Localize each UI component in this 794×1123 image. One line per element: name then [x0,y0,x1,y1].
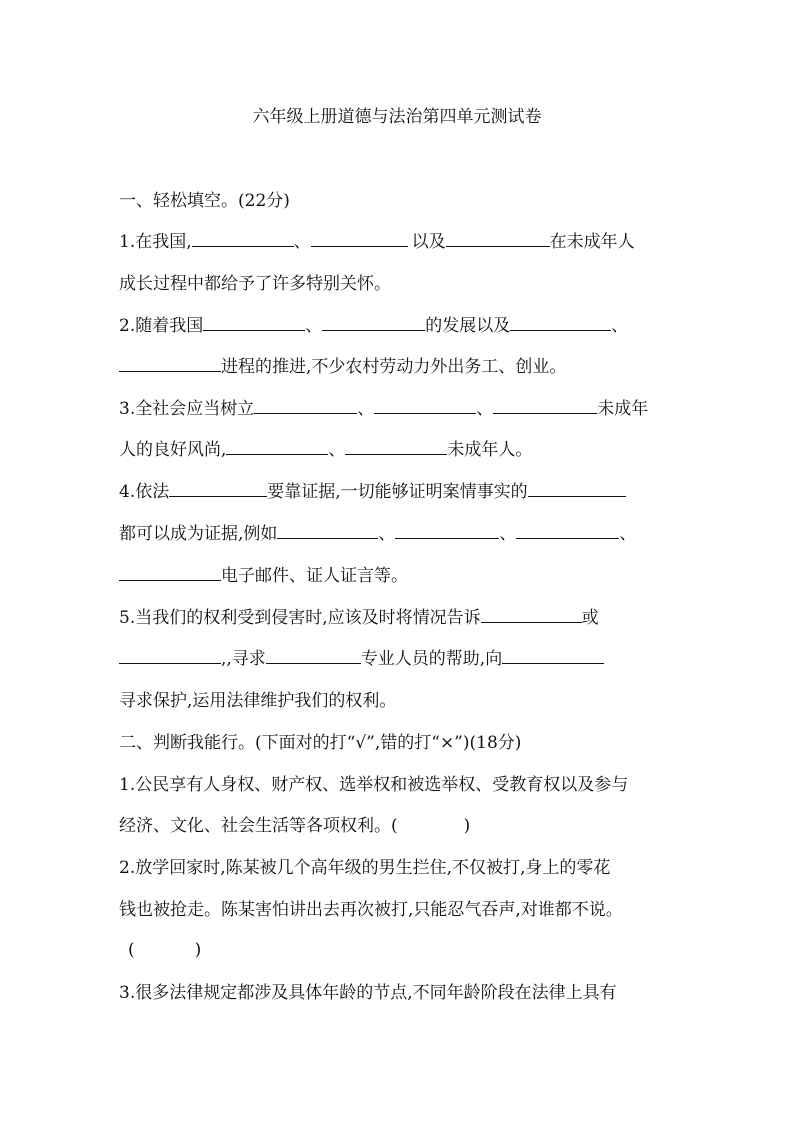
tf-question-3-line-1: 3.很多法律规定都涉及具体年龄的节点,不同年龄阶段在法律上具有 [119,983,617,1003]
q4-text-f: 、 [619,524,637,544]
tf-q1-close-paren: ) [463,816,471,836]
tf-q1-text: 经济、文化、社会生活等各项权利。( [119,816,398,836]
q2-blank-4[interactable] [119,354,221,372]
q2-blank-2[interactable] [322,313,425,331]
q5-text-d: 专业人员的帮助,向 [360,649,503,669]
q3-text-e: 人的良好风尚, [119,440,227,460]
q2-text-e: 进程的推进,不少农村劳动力外出务工、创业。 [221,357,567,377]
q4-blank-5[interactable] [516,521,619,539]
q3-text-f: 、 [328,440,346,460]
q4-blank-4[interactable] [395,521,499,539]
q2-blank-1[interactable] [203,313,305,331]
question-4-line-3 [119,563,679,589]
q2-blank-3[interactable] [510,313,611,331]
q5-text-b: 或 [581,608,599,628]
q1-text-a: 1.在我国, [119,232,192,252]
question-2-line-2 [119,354,679,380]
q2-text-b: 、 [305,316,323,336]
question-4-line-1 [119,479,679,505]
q4-text-e: 、 [499,524,517,544]
q3-blank-5[interactable] [345,437,447,455]
q1-text-b: 、 [293,232,311,252]
q5-blank-2[interactable] [119,646,221,664]
q3-blank-1[interactable] [254,396,357,414]
question-3-line-2 [119,437,679,463]
q4-text-b: 要靠证据,一切能够证明案情事实的 [267,482,528,502]
question-1-line-2: 成长过程中都给予了许多特别关怀。 [119,274,391,294]
q4-blank-3[interactable] [277,521,378,539]
tf-q2-close-paren: ) [194,940,202,960]
q1-blank-1[interactable] [192,229,294,247]
q1-blank-2[interactable] [311,229,408,247]
q4-blank-1[interactable] [169,479,267,497]
q3-text-a: 3.全社会应当树立 [119,399,255,419]
q4-blank-2[interactable] [528,479,626,497]
q3-text-b: 、 [357,399,375,419]
q5-blank-3[interactable] [266,646,361,664]
q3-blank-2[interactable] [374,396,476,414]
q2-text-d: 、 [611,316,629,336]
q4-text-d: 、 [378,524,396,544]
q4-text-a: 4.依法 [119,482,170,502]
tf-question-2-line-2: 钱也被抢走。陈某害怕讲出去再次被打,只能忍气吞声,对谁都不说。 [119,900,623,920]
q4-text-g: 电子邮件、证人证言等。 [221,566,408,586]
q3-blank-3[interactable] [493,396,597,414]
question-4-line-2 [119,521,679,547]
q5-text-a: 5.当我们的权利受到侵害时,应该及时将情况告诉 [119,608,481,628]
q3-blank-4[interactable] [226,437,328,455]
section-heading-true-false: 二、判断我能行。(下面对的打“√”,错的打“×”)(18分) [119,733,522,753]
q3-text-c: 、 [476,399,494,419]
q1-blank-3[interactable] [446,229,550,247]
tf-q2-open-paren: ( [128,940,135,960]
tf-question-2-line-3 [128,937,688,963]
question-5-line-2 [119,646,679,672]
question-3-line-1 [119,396,679,422]
page-title: 六年级上册道德与法治第四单元测试卷 [252,107,542,127]
tf-question-1-line-1: 1.公民享有人身权、财产权、选举权和被选举权、受教育权以及参与 [119,775,629,795]
question-5-line-3: 寻求保护,运用法律维护我们的权利。 [119,691,397,711]
q4-blank-6[interactable] [119,563,221,581]
tf-question-1-line-2 [119,813,679,839]
tf-question-2-line-1: 2.放学回家时,陈某被几个高年级的男生拦住,不仅被打,身上的零花 [119,858,611,878]
q2-text-c: 的发展以及 [425,316,511,336]
question-2-line-1 [119,313,679,339]
q3-text-d: 未成年 [597,399,649,419]
q2-text-a: 2.随着我国 [119,316,204,336]
q4-text-c: 都可以成为证据,例如 [119,524,278,544]
q1-text-c: 以及 [411,232,446,252]
question-5-line-1 [119,605,679,631]
section-heading-fill-blank: 一、轻松填空。(22分) [119,191,290,211]
q3-text-g: 未成年人。 [447,440,533,460]
q5-blank-1[interactable] [481,605,582,623]
question-1-line-1 [119,229,679,255]
q1-text-d: 在未成年人 [549,232,635,252]
q5-text-c: ,,寻求 [221,649,266,669]
q5-blank-4[interactable] [502,646,604,664]
